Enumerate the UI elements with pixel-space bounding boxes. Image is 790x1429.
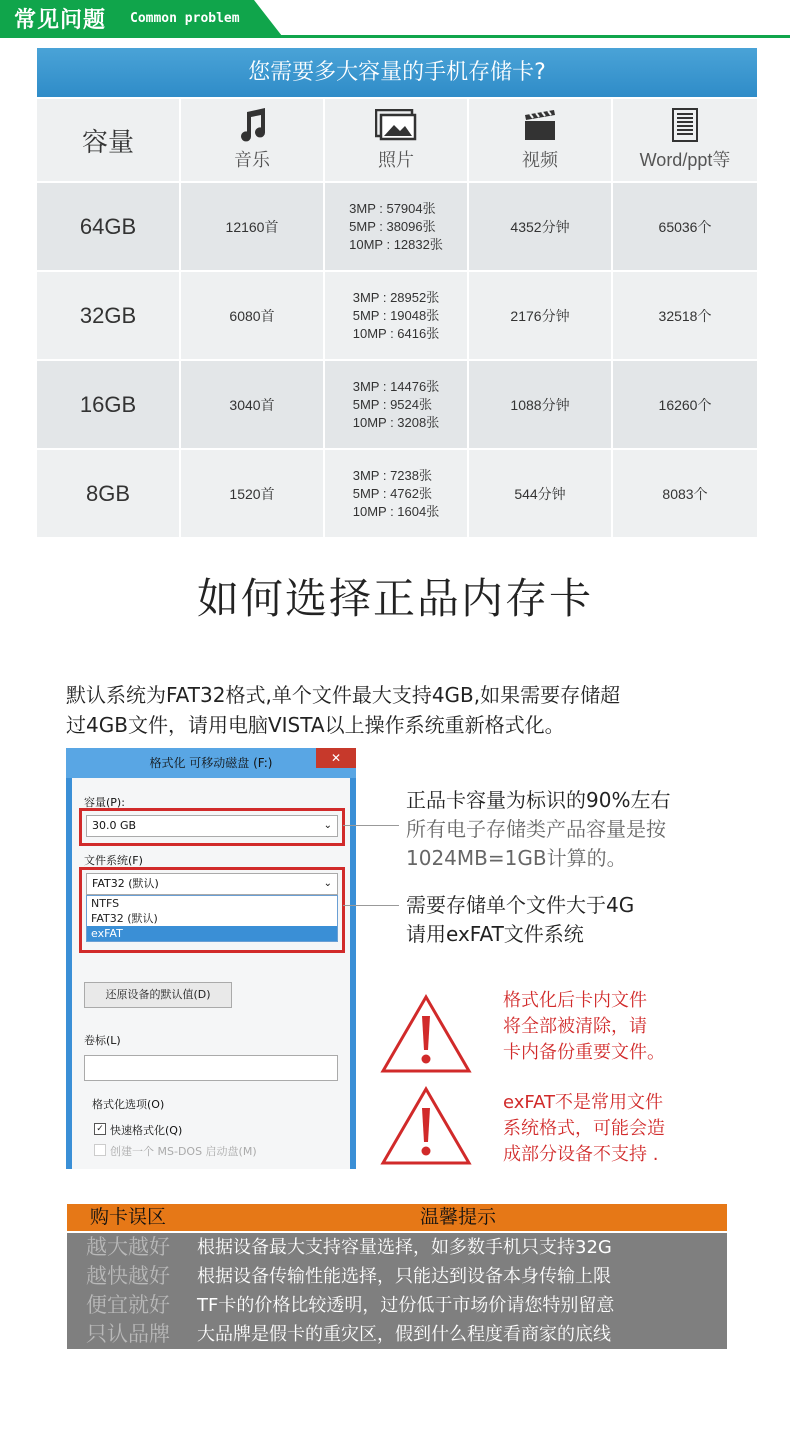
col-photo-label: 照片 xyxy=(378,150,414,170)
row-music: 1520首 xyxy=(229,485,275,502)
col-doc-label: Word/ppt等 xyxy=(639,150,731,170)
header-underline xyxy=(0,35,790,38)
table-row: 只认品牌 大品牌是假卡的重灾区，假到什么程度看商家的底线 xyxy=(67,1320,727,1349)
clapperboard-icon xyxy=(523,108,557,142)
msdos-label: 创建一个 MS-DOS 启动盘(M) xyxy=(110,1145,257,1158)
col-capacity: 容量 xyxy=(37,99,179,181)
row-photo: 3MP : 7238张 5MP : 4762张 10MP : 1604张 xyxy=(352,467,440,519)
myths-header xyxy=(67,1204,727,1231)
msdos-checkbox[interactable] xyxy=(94,1144,106,1156)
photo-icon xyxy=(375,108,417,142)
dialog-titlebar xyxy=(66,748,356,778)
row-doc: 32518个 xyxy=(658,307,712,324)
row-doc: 65036个 xyxy=(658,218,712,235)
row-capacity: 8GB xyxy=(85,480,131,506)
row-video: 2176分钟 xyxy=(510,307,570,324)
row-photo: 3MP : 14476张 5MP : 9524张 10MP : 3208张 xyxy=(352,378,440,430)
header-subtitle: Common problem xyxy=(130,11,240,26)
row-music: 3040首 xyxy=(229,396,275,413)
close-button[interactable]: ✕ xyxy=(316,748,356,768)
option-ntfs[interactable]: NTFS xyxy=(91,897,120,910)
capacity-table-header xyxy=(37,99,757,181)
row-music: 12160首 xyxy=(225,218,279,235)
row-video: 4352分钟 xyxy=(510,218,570,235)
row-capacity: 64GB xyxy=(79,213,137,239)
row-music: 6080首 xyxy=(229,307,275,324)
quick-format-checkbox[interactable]: ✓ xyxy=(94,1123,106,1135)
section-paragraph: 默认系统为FAT32格式,单个文件最大支持4GB,如果需要存储超 过4GB文件，请用电脑VISTA以上操作系统重新格式化。 xyxy=(66,683,621,737)
col-music-label: 音乐 xyxy=(234,150,270,170)
table-row xyxy=(37,183,757,270)
col-photo xyxy=(325,99,467,181)
table-row xyxy=(37,361,757,448)
row-video: 544分钟 xyxy=(514,485,566,502)
table-row: 便宜就好 TF卡的价格比较透明，过份低于市场价请您特别留意 xyxy=(67,1291,727,1320)
row-capacity: 16GB xyxy=(79,391,137,417)
myths-header-value: 温馨提示 xyxy=(419,1206,496,1228)
restore-defaults-button[interactable]: 还原设备的默认值(D) xyxy=(84,982,232,1008)
row-capacity: 32GB xyxy=(79,302,137,328)
warning-text: 格式化后卡内文件 将全部被清除，请 卡内备份重要文件。 xyxy=(503,990,665,1063)
exfat-note: 需要存储单个文件大于4G 请用exFAT文件系统 xyxy=(406,893,635,946)
capacity-label: 容量(P): xyxy=(84,796,125,809)
format-dialog xyxy=(66,748,356,1169)
quick-format-label: 快速格式化(Q) xyxy=(110,1124,183,1137)
row-photo: 3MP : 28952张 5MP : 19048张 10MP : 6416张 xyxy=(352,289,440,341)
filesystem-dropdown xyxy=(86,895,338,942)
col-video-label: 视频 xyxy=(522,150,558,170)
myths-header-key: 购卡误区 xyxy=(89,1206,166,1228)
filesystem-select[interactable]: FAT32 (默认) ⌄ xyxy=(86,873,338,895)
leader-line xyxy=(343,905,399,906)
filesystem-label: 文件系统(F) xyxy=(84,854,143,867)
page-header xyxy=(0,0,790,40)
myths-table xyxy=(67,1204,727,1349)
table-row xyxy=(37,272,757,359)
volume-label: 卷标(L) xyxy=(84,1034,121,1047)
option-fat32[interactable]: FAT32 (默认) xyxy=(91,912,158,925)
capacity-note: 正品卡容量为标识的90%左右 所有电子存储类产品容量是按 1024MB=1GB计算的。 xyxy=(406,788,671,870)
row-doc: 8083个 xyxy=(662,485,708,502)
row-video: 1088分钟 xyxy=(510,396,570,413)
col-doc xyxy=(613,99,757,181)
section-title: 如何选择正品内存卡 xyxy=(196,574,593,623)
dialog-body xyxy=(72,778,350,1169)
row-photo: 3MP : 57904张 5MP : 38096张 10MP : 12832张 xyxy=(349,200,443,252)
table-row xyxy=(37,450,757,537)
chevron-down-icon: ⌄ xyxy=(323,820,332,831)
volume-input[interactable] xyxy=(84,1055,338,1081)
capacity-table xyxy=(37,48,757,537)
format-options-label: 格式化选项(O) xyxy=(92,1098,165,1111)
chevron-down-icon: ⌄ xyxy=(323,878,332,889)
music-note-icon xyxy=(237,108,267,142)
capacity-table-title: 您需要多大容量的手机存储卡? xyxy=(37,48,757,97)
option-exfat[interactable]: exFAT xyxy=(87,926,337,941)
table-row: 越快越好 根据设备传输性能选择，只能达到设备本身传输上限 xyxy=(67,1262,727,1291)
dialog-title: 格式化 可移动磁盘 (F:) xyxy=(149,756,273,770)
col-music xyxy=(181,99,323,181)
table-row: 越大越好 根据设备最大支持容量选择，如多数手机只支持32G xyxy=(67,1233,727,1262)
header-title: 常见问题 xyxy=(14,8,107,33)
warning-icon xyxy=(380,1086,472,1170)
row-doc: 16260个 xyxy=(658,396,712,413)
capacity-select[interactable]: 30.0 GB ⌄ xyxy=(86,815,338,837)
warning-icon xyxy=(380,994,472,1078)
col-video xyxy=(469,99,611,181)
leader-line xyxy=(343,825,399,826)
warning-text: exFAT不是常用文件 系统格式，可能会造 成部分设备不支持 . xyxy=(503,1092,665,1165)
document-icon xyxy=(672,108,698,142)
